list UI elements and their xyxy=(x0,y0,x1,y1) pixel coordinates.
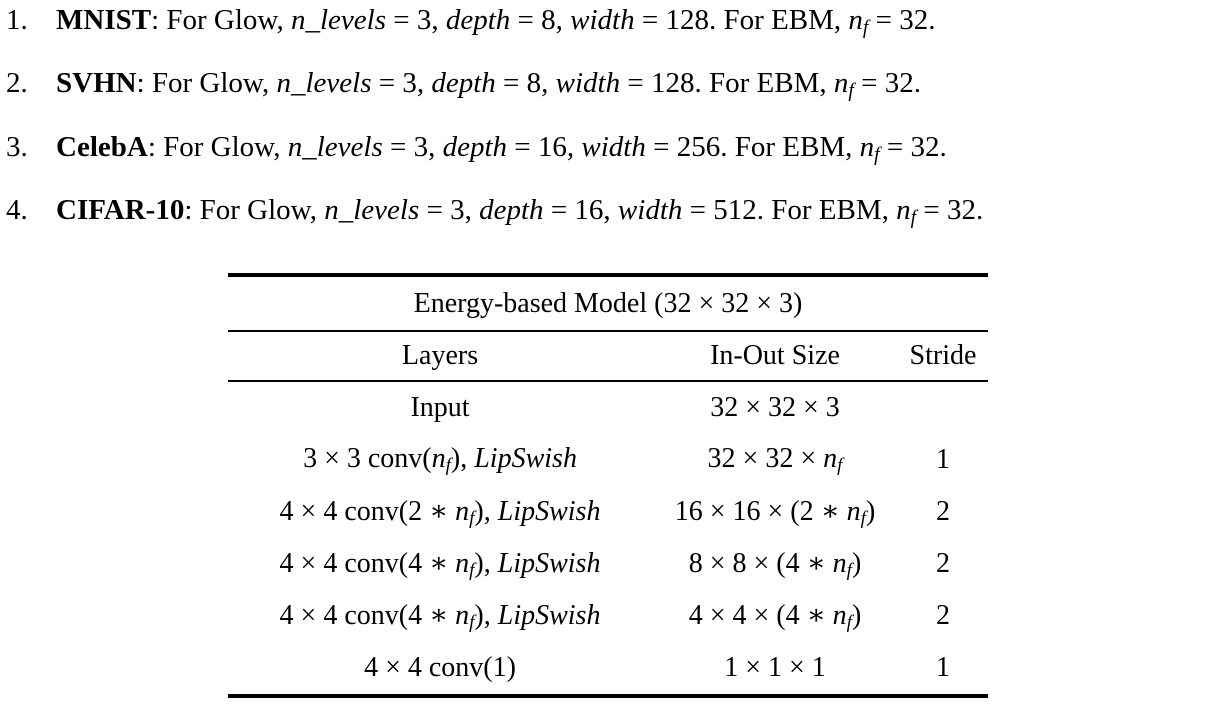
text-segment-it: n_levels xyxy=(324,193,420,226)
text-segment-it: width xyxy=(617,193,683,226)
text-segment-rm: 4 × 4 × (4 ∗ xyxy=(688,599,833,631)
text-segment-rm: = 8, xyxy=(495,67,556,100)
text-segment-it: width xyxy=(555,67,621,100)
text-segment-rm: ) xyxy=(851,547,862,579)
list-item-number: 3. xyxy=(6,130,28,163)
text-segment-rm: = 3, xyxy=(382,130,443,163)
text-segment-it: n_levels xyxy=(290,4,386,36)
text-segment-rm: = 32. xyxy=(853,67,921,100)
cell-layers xyxy=(228,494,652,530)
text-segment-itsub: f xyxy=(874,142,880,165)
text-segment-it: n xyxy=(832,599,847,631)
text-segment-it: n_levels xyxy=(276,67,372,100)
text-segment-rm: 8 × 8 × (4 ∗ xyxy=(688,547,833,579)
text-segment-rm: = 32. xyxy=(916,193,984,226)
text-segment-itsub: f xyxy=(445,455,451,477)
text-segment-rm: = 16, xyxy=(543,193,618,226)
cell-stride: 1 xyxy=(936,652,950,683)
text-segment-itsub: f xyxy=(862,16,869,39)
text-segment-rm: ), xyxy=(474,495,498,527)
text-segment-rm: ) xyxy=(865,495,876,527)
list-item-text xyxy=(56,67,921,102)
text-segment-rm: ), xyxy=(474,547,498,579)
text-segment-rm: = 512. For EBM, xyxy=(682,193,897,226)
list-item-text xyxy=(56,131,947,163)
text-segment-it: depth xyxy=(445,4,511,36)
list-item xyxy=(6,130,1231,171)
text-segment-rm: 16 × 16 × (2 ∗ xyxy=(674,495,847,527)
text-segment-rm: = 256. For EBM, xyxy=(645,130,860,163)
text-segment-it: LipSwish xyxy=(497,547,601,579)
text-segment-itsub: f xyxy=(848,79,854,102)
text-segment-rm: 32 × 32 × 3 xyxy=(710,392,840,423)
cell-in-out-size xyxy=(652,443,898,477)
text-segment-itsub: f xyxy=(469,560,475,582)
table-row xyxy=(228,486,988,538)
text-segment-rm: = 8, xyxy=(510,4,571,36)
cell-layers xyxy=(228,392,652,424)
ebm-table xyxy=(228,273,988,698)
cell-in-out-size xyxy=(652,598,898,634)
text-segment-it: n_levels xyxy=(287,130,383,163)
text-segment-rm: = 32. xyxy=(879,130,947,163)
text-segment-it: n xyxy=(823,442,838,474)
text-segment-it: n xyxy=(833,67,849,100)
text-segment-it: n xyxy=(896,193,911,226)
list-item-text xyxy=(56,4,936,39)
text-segment-rm: : For Glow, xyxy=(136,67,277,100)
cell-layers xyxy=(228,443,652,477)
text-segment-rm: Input xyxy=(410,392,470,423)
text-segment-itsub: f xyxy=(469,612,475,634)
cell-stride: 2 xyxy=(936,548,950,579)
cell-layers xyxy=(228,598,652,634)
text-segment-it: LipSwish xyxy=(497,599,601,631)
text-segment-itsub: f xyxy=(469,508,475,530)
text-segment-rm: 32 × 32 × xyxy=(707,442,824,474)
cell-layers xyxy=(228,652,652,684)
text-segment-rm: = 3, xyxy=(371,67,432,100)
text-segment-rm: 4 × 4 conv(4 ∗ xyxy=(279,547,456,579)
table-row xyxy=(228,382,988,434)
cell-in-out-size xyxy=(652,546,898,582)
list-item-number: 1. xyxy=(6,4,28,36)
text-segment-it: n xyxy=(859,130,875,163)
column-header-layers: Layers xyxy=(401,340,479,371)
text-segment-it: width xyxy=(581,130,646,163)
cell-in-out-size xyxy=(652,494,898,530)
table-row xyxy=(228,538,988,590)
column-header-in-out-size: In-Out Size xyxy=(710,340,840,371)
text-segment-rm: : For Glow, xyxy=(184,193,325,226)
cell-stride: 2 xyxy=(936,600,950,631)
column-header-stride: Stride xyxy=(909,340,977,371)
text-segment-bold: CIFAR-10 xyxy=(56,193,185,226)
text-segment-rm: 1 × 1 × 1 xyxy=(724,652,826,683)
text-segment-rm: 3 × 3 conv( xyxy=(303,442,432,474)
text-segment-it: n xyxy=(846,495,861,527)
dataset-list xyxy=(6,3,1231,256)
text-segment-itsub: f xyxy=(846,560,852,582)
table-bottom-rule xyxy=(228,694,988,698)
text-segment-it: depth xyxy=(479,193,544,226)
text-segment-rm: 4 × 4 conv(4 ∗ xyxy=(279,599,456,631)
list-item-number: 4. xyxy=(6,193,28,226)
cell-layers xyxy=(228,546,652,582)
text-segment-rm: ) xyxy=(851,599,862,631)
table-row xyxy=(228,642,988,694)
table-body xyxy=(228,382,988,694)
list-item xyxy=(6,193,1231,234)
cell-in-out-size xyxy=(652,392,898,424)
text-segment-rm: = 3, xyxy=(386,4,446,36)
text-segment-it: n xyxy=(455,495,470,527)
text-segment-it: LipSwish xyxy=(497,495,601,527)
text-segment-rm: ), xyxy=(474,599,498,631)
list-item-number: 2. xyxy=(6,67,28,100)
text-segment-rm: = 3, xyxy=(419,193,480,226)
text-segment-rm: ), xyxy=(450,442,475,474)
text-segment-rm: : For Glow, xyxy=(151,4,291,36)
text-segment-rm: = 16, xyxy=(507,130,582,163)
text-segment-it: n xyxy=(431,442,446,474)
text-segment-it: LipSwish xyxy=(474,442,577,474)
table-title: Energy-based Model (32 × 32 × 3) xyxy=(413,287,803,319)
text-segment-rm: 4 × 4 conv(2 ∗ xyxy=(279,495,456,527)
cell-in-out-size xyxy=(652,652,898,684)
list-item-text xyxy=(56,193,984,229)
list-item xyxy=(6,3,1231,44)
text-segment-rm: = 128. For EBM, xyxy=(634,4,849,36)
text-segment-rm: : For Glow, xyxy=(147,130,288,163)
text-segment-it: n xyxy=(455,547,470,579)
text-segment-it: depth xyxy=(431,67,496,100)
text-segment-rm: 4 × 4 conv(1) xyxy=(364,652,516,683)
table-header-row xyxy=(228,332,988,380)
text-segment-it: n xyxy=(455,599,470,631)
text-segment-rm: = 128. For EBM, xyxy=(620,67,834,100)
table-row xyxy=(228,590,988,642)
text-segment-it: n xyxy=(848,4,863,36)
text-segment-itsub: f xyxy=(860,508,866,530)
text-segment-bold: MNIST xyxy=(56,4,152,36)
text-segment-it: width xyxy=(570,4,635,36)
list-item xyxy=(6,66,1231,107)
cell-stride: 1 xyxy=(936,444,950,475)
text-segment-it: n xyxy=(832,547,847,579)
text-segment-bold: CelebA xyxy=(56,130,148,163)
text-segment-itsub: f xyxy=(837,455,843,477)
text-segment-itsub: f xyxy=(846,612,852,634)
cell-stride: 2 xyxy=(936,496,950,527)
table-row xyxy=(228,434,988,486)
text-segment-rm: = 32. xyxy=(868,4,936,36)
text-segment-itsub: f xyxy=(910,206,917,229)
text-segment-bold: SVHN xyxy=(56,67,137,100)
text-segment-it: depth xyxy=(442,130,508,163)
